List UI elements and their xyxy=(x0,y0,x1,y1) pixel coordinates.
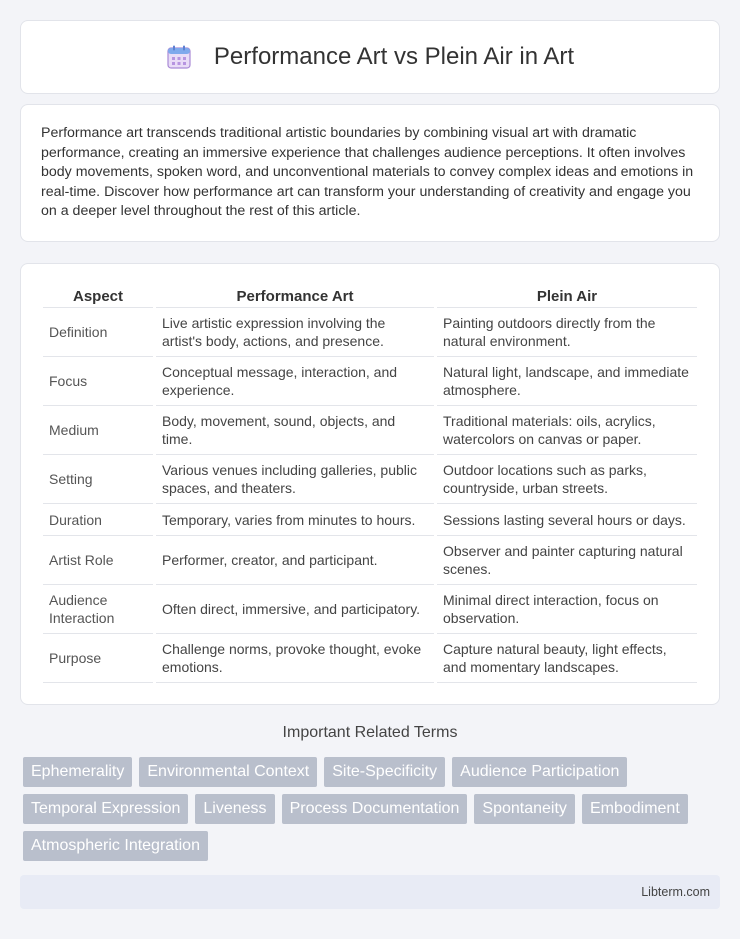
row-aspect: Medium xyxy=(43,406,153,455)
table-row xyxy=(43,406,697,455)
tag-spontaneity[interactable]: Spontaneity xyxy=(474,794,575,824)
table-row xyxy=(43,455,697,504)
table-row xyxy=(43,504,697,536)
row-plein-air: Outdoor locations such as parks, countryside, urban streets. xyxy=(437,455,697,504)
row-performance-art: Conceptual message, interaction, and experience. xyxy=(156,357,434,406)
title-card xyxy=(20,20,720,94)
page-title: Performance Art vs Plein Air in Art xyxy=(213,43,575,70)
calendar-icon xyxy=(166,44,192,70)
tag-liveness[interactable]: Liveness xyxy=(195,794,274,824)
row-performance-art: Live artistic expression involving the artist's body, actions, and presence. xyxy=(156,308,434,357)
table-header-row xyxy=(43,282,697,308)
comparison-table xyxy=(43,282,697,683)
tag-atmospheric-integration[interactable]: Atmospheric Integration xyxy=(23,831,208,861)
footer-site-link[interactable]: Libterm.com xyxy=(641,885,710,899)
related-terms-title: Important Related Terms xyxy=(282,724,458,741)
row-plein-air: Traditional materials: oils, acrylics, watercolors on canvas or paper. xyxy=(437,406,697,455)
row-aspect: Artist Role xyxy=(43,536,153,585)
row-aspect: Focus xyxy=(43,357,153,406)
row-performance-art: Various venues including galleries, public spaces, and theaters. xyxy=(156,455,434,504)
row-performance-art: Challenge norms, provoke thought, evoke emotions. xyxy=(156,634,434,683)
row-performance-art: Often direct, immersive, and participatory. xyxy=(156,585,434,634)
tag-temporal-expression[interactable]: Temporal Expression xyxy=(23,794,188,824)
row-plein-air: Minimal direct interaction, focus on observation. xyxy=(437,585,697,634)
intro-card xyxy=(20,104,720,242)
row-plein-air: Painting outdoors directly from the natural environment. xyxy=(437,308,697,357)
row-aspect: Duration xyxy=(43,504,153,536)
row-performance-art: Body, movement, sound, objects, and time. xyxy=(156,406,434,455)
table-row xyxy=(43,536,697,585)
header-aspect: Aspect xyxy=(43,282,153,308)
table-row xyxy=(43,634,697,683)
tag-environmental-context[interactable]: Environmental Context xyxy=(139,757,317,787)
row-plein-air: Sessions lasting several hours or days. xyxy=(437,504,697,536)
tag-audience-participation[interactable]: Audience Participation xyxy=(452,757,627,787)
tag-site-specificity[interactable]: Site-Specificity xyxy=(324,757,445,787)
related-terms-tags xyxy=(23,757,723,868)
row-aspect: Audience Interaction xyxy=(43,585,153,634)
comparison-table-card xyxy=(20,263,720,705)
header-plein-air: Plein Air xyxy=(437,282,697,308)
table-row xyxy=(43,585,697,634)
header-performance-art: Performance Art xyxy=(156,282,434,308)
table-row xyxy=(43,357,697,406)
table-row xyxy=(43,308,697,357)
row-performance-art: Performer, creator, and participant. xyxy=(156,536,434,585)
row-performance-art: Temporary, varies from minutes to hours. xyxy=(156,504,434,536)
footer xyxy=(20,875,720,909)
row-aspect: Purpose xyxy=(43,634,153,683)
row-plein-air: Capture natural beauty, light effects, and momentary landscapes. xyxy=(437,634,697,683)
tag-embodiment[interactable]: Embodiment xyxy=(582,794,688,824)
tag-process-documentation[interactable]: Process Documentation xyxy=(282,794,468,824)
intro-text: Performance art transcends traditional artistic boundaries by combining visual art with dramatic performance, creating an immersive experience that challenges audience perceptions. It often involves body movements, spoken word, and unconventional materials to convey complex ideas and emotions in real-time. Discover how performance art can transform your understanding of creativity and engage you on a deeper level throughout the rest of this article. xyxy=(41,125,694,220)
tag-ephemerality[interactable]: Ephemerality xyxy=(23,757,132,787)
row-aspect: Setting xyxy=(43,455,153,504)
row-plein-air: Observer and painter capturing natural scenes. xyxy=(437,536,697,585)
row-aspect: Definition xyxy=(43,308,153,357)
row-plein-air: Natural light, landscape, and immediate atmosphere. xyxy=(437,357,697,406)
